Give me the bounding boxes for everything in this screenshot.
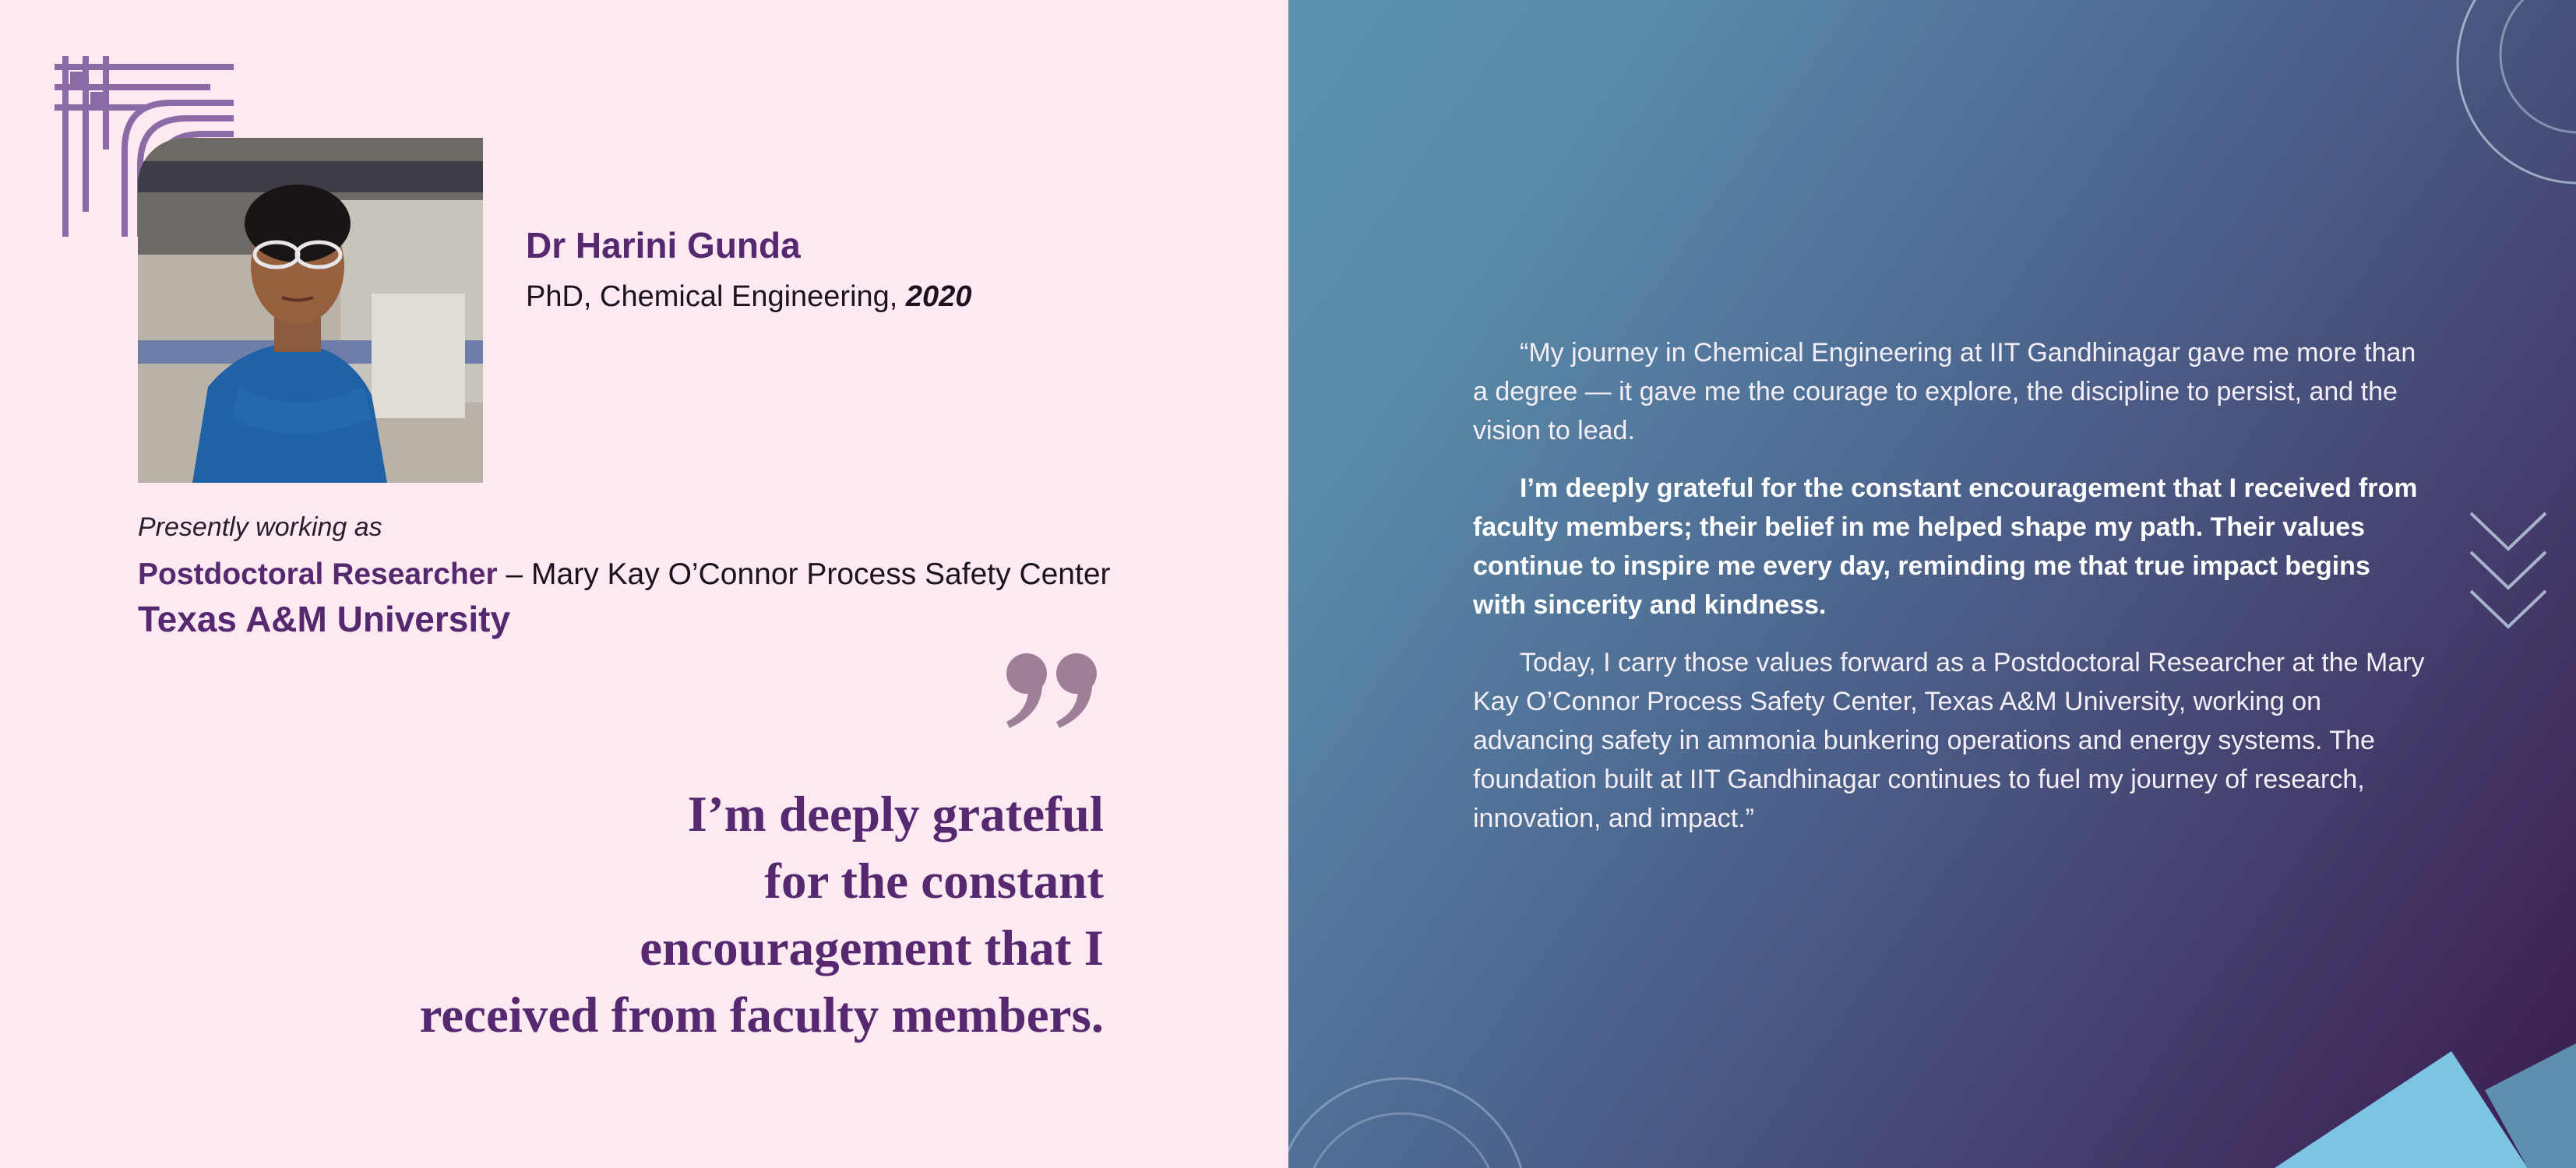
pull-quote-line: received from faculty members.: [419, 987, 1104, 1043]
degree-line: [526, 280, 971, 314]
decorative-circles-icon: [2446, 0, 2576, 234]
position-line: [138, 558, 1111, 592]
pull-quote-line: encouragement that I: [640, 920, 1104, 976]
organization-name: – Mary Kay O’Connor Process Safety Center: [497, 558, 1111, 591]
presently-label: Presently working as: [138, 512, 382, 542]
pull-quote-line: I’m deeply grateful: [687, 786, 1104, 843]
testimonial-text: [1473, 333, 2427, 857]
corner-triangles-icon: [2275, 1043, 2576, 1168]
pull-quote-line: for the constant: [764, 853, 1104, 909]
university-name: Texas A&M University: [138, 599, 511, 639]
testimonial-paragraph: “My journey in Chemical Engineering at IIT Gandhinagar gave me more than a degree — it gave me the courage to explore, the discipline to persist, and the vision to lead.: [1473, 338, 2416, 445]
quote-mark-icon: [1005, 650, 1102, 732]
degree-text: PhD, Chemical Engineering,: [526, 280, 898, 313]
testimonial-paragraph: Today, I carry those values forward as a Postdoctoral Researcher at the Mary Kay O’Connor Process Safety Center, Texas A&M University, working on advancing safety in ammonia bunkering operations and energy systems. The foundation built at IIT Gandhinagar continues to fuel my journey of research, innovation, and impact.”: [1473, 648, 2425, 833]
right-panel: [1288, 0, 2576, 1168]
testimonial-paragraph-highlight: I’m deeply grateful for the constant encouragement that I received from faculty members; their belief in me helped shape my path. Their values continue to inspire me every day, reminding me that true impact begins with sincerity and kindness.: [1473, 473, 2418, 620]
person-name: Dr Harini Gunda: [526, 225, 801, 266]
graduation-year: 2020: [905, 280, 972, 313]
chevrons-icon: [2468, 510, 2549, 642]
decorative-circles-icon: [1288, 1067, 1538, 1168]
profile-photo: [138, 138, 483, 483]
pull-quote: [247, 781, 1104, 1049]
role-title: Postdoctoral Researcher: [138, 558, 498, 591]
